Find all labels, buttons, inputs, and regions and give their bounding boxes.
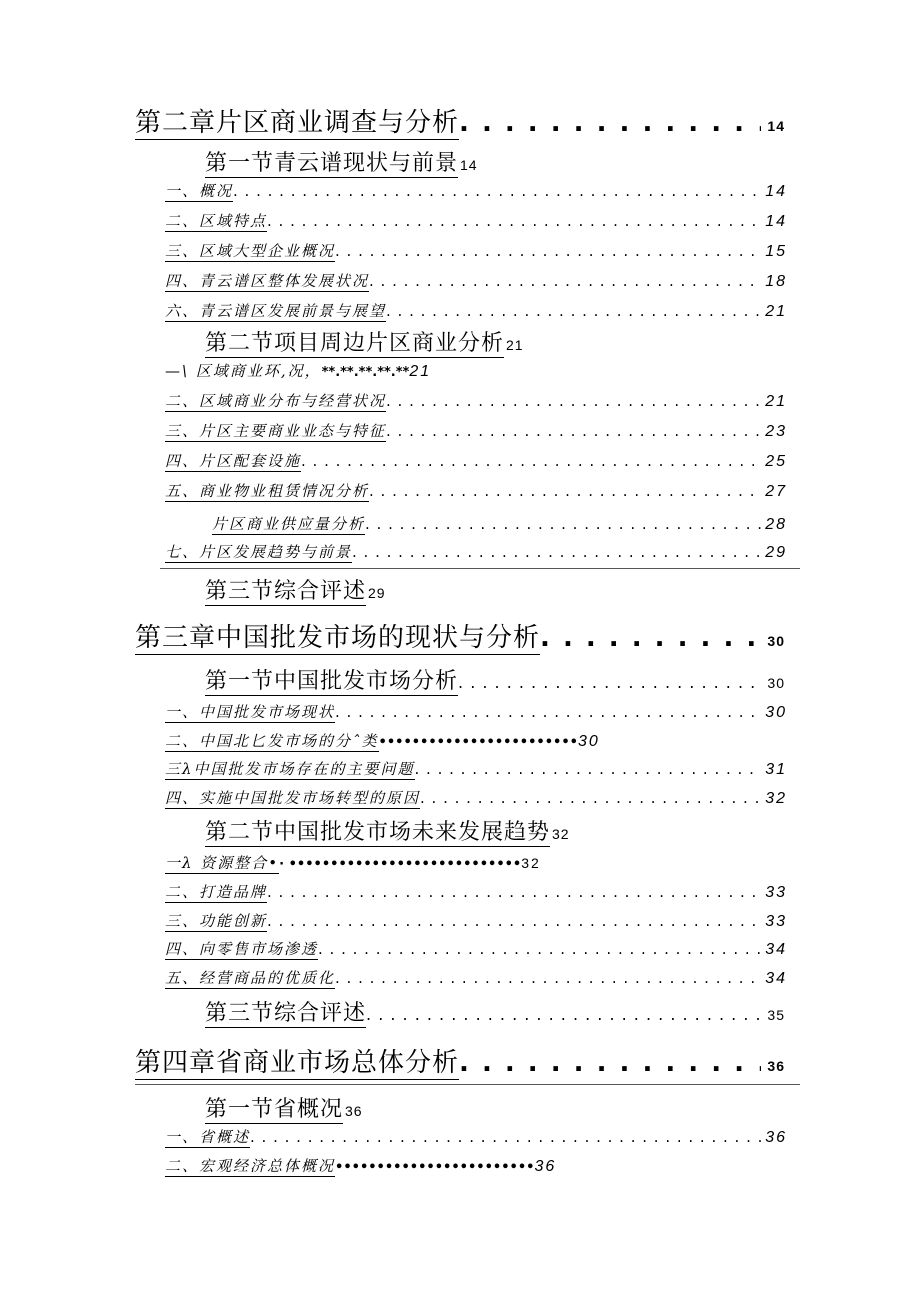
toc-item-label: 一λ 资源整合• [165,854,280,872]
toc-page-number: 32 [552,826,570,842]
toc-item-label: 三、功能创新 [165,912,268,930]
dot-leader [233,182,761,200]
toc-section-title: 第二节中国批发市场未来发展趋势 [205,815,550,847]
dot-leader [415,760,762,778]
toc-page-number: 30 [767,675,785,691]
toc-item[interactable] [165,390,787,412]
toc-item-label: 四、向零售市场渗透 [165,940,319,958]
toc-section-2-1[interactable] [205,146,478,178]
toc-item[interactable] [165,180,787,202]
toc-item[interactable] [165,881,787,903]
toc-page-number: 36 [345,1103,363,1119]
toc-section-3-2[interactable] [205,815,570,847]
toc-item[interactable] [165,1126,787,1148]
toc-page-number: 28 [765,516,787,533]
dot-leader [335,703,761,721]
dot-leader [540,623,761,653]
dot-leader [267,212,761,230]
toc-item-label: 四、青云谱区整体发展状况 [165,272,370,290]
toc-item[interactable] [165,1155,556,1177]
toc-page-number: 34 [765,941,787,958]
toc-page-number: 33 [765,913,787,930]
toc-item-label: 一、中国批发市场现状 [165,703,336,721]
toc-item[interactable] [165,938,787,960]
divider [160,568,800,569]
toc-page-number: 33 [765,884,787,901]
toc-section-title: 第三节综合评述 [205,574,366,606]
toc-item-label: 三、片区主要商业业态与特征 [165,422,387,440]
toc-item[interactable] [165,300,787,322]
toc-page-number: 14 [460,157,478,173]
toc-page-number: 21 [409,363,432,380]
toc-item-label: 六、青云谱区发展前景与展望 [165,302,387,320]
toc-page-number: 36 [534,1158,557,1175]
toc-page-number: 14 [765,213,787,230]
toc-item-label: 一、概况 [165,182,234,200]
toc-page-number: 34 [765,970,787,987]
toc-section-title: 第一节青云谱现状与前景 [205,146,458,178]
dot-leader [267,912,761,930]
toc-section-2-3[interactable] [205,574,386,606]
toc-page-number: 30 [577,733,600,750]
toc-page-number: 29 [368,585,386,601]
toc-item-label: —\ 区域商业环,况， [165,362,322,380]
toc-chapter-4[interactable] [135,1042,785,1080]
toc-item-label: 七、片区发展趋势与前景 [165,543,353,561]
toc-item-label: 五、商业物业租赁情况分析 [165,482,370,500]
dot-leader [335,969,761,987]
toc-page-number: 31 [765,761,787,778]
dot-leader [459,1048,761,1078]
toc-item[interactable] [165,541,787,563]
toc-item[interactable] [165,480,787,502]
toc-item[interactable] [165,910,787,932]
dot-leader [420,789,761,807]
toc-item[interactable] [165,730,600,752]
toc-section-title: 第一节省概况 [205,1092,343,1124]
toc-page-number: 25 [765,453,787,470]
toc-section-title: 第二节项目周边片区商业分析 [205,326,504,358]
dot-leader [458,673,761,692]
toc-item[interactable] [165,420,787,442]
toc-page-number: 18 [765,273,787,290]
toc-page-number: 36 [767,1058,785,1074]
toc-page-number: 14 [765,183,787,200]
dot-leader [366,1005,761,1024]
toc-page-number: 32 [521,855,541,871]
dot-leader [369,482,761,500]
divider [135,1084,800,1085]
toc-page-number: 35 [767,1007,785,1023]
toc-item[interactable] [165,450,787,472]
toc-item-label: 四、片区配套设施 [165,452,302,470]
toc-chapter-title: 第四章省商业市场总体分析 [135,1042,459,1080]
toc-item-label: 片区商业供应量分析 [212,515,366,533]
toc-page-number: 23 [765,423,787,440]
toc-item[interactable] [165,701,787,723]
toc-page-number: 21 [506,337,524,353]
toc-item-label: 五、经营商品的优质化 [165,969,336,987]
toc-section-2-2[interactable] [205,326,524,358]
dot-leader [386,302,761,320]
toc-page-number: 30 [767,633,785,649]
dot-leader [335,242,761,260]
toc-item[interactable] [165,967,787,989]
toc-item-label: 四、实施中国批发市场转型的原因 [165,789,421,807]
toc-page-number: 15 [765,243,787,260]
dot-leader: •••••••••••••••••••••••• [378,735,578,750]
dot-leader [369,272,761,290]
toc-chapter-2[interactable] [135,102,785,140]
dot-leader [386,392,761,410]
toc-item-label: 二、区域商业分布与经营状况 [165,392,387,410]
toc-page-number: 30 [765,704,787,721]
toc-chapter-title: 第三章中国批发市场的现状与分析 [135,617,540,655]
toc-page-number: 32 [765,790,787,807]
toc-page-number: 29 [765,544,787,561]
toc-section-title: 第三节综合评述 [205,996,366,1028]
toc-item-label: 二、中国北匕发市场的分ˆ类 [165,732,379,750]
toc-item[interactable] [165,758,787,780]
dot-leader [459,108,761,138]
toc-item[interactable] [165,240,787,262]
toc-item-label: 二、打造品牌 [165,883,268,901]
dot-leader [318,940,761,958]
toc-item[interactable] [165,210,787,232]
toc-section-3-1[interactable] [205,664,785,696]
toc-item[interactable] [165,852,541,874]
toc-item-label: 二、区域特点 [165,212,268,230]
dot-leader [386,422,761,440]
toc-item-label: 一、省概述 [165,1128,251,1146]
toc-item-label: 三λ中国批发市场存在的主要问题 [165,760,415,778]
toc-chapter-3[interactable] [135,617,785,655]
dot-leader [250,1128,761,1146]
dot-leader [267,883,761,901]
toc-section-3-3[interactable] [205,996,785,1028]
dot-leader: · •••••••••••••••••••••••••••• [279,857,522,872]
dot-leader [365,515,761,533]
toc-item[interactable] [165,787,787,809]
toc-item-label: 三、区域大型企业概况 [165,242,336,260]
toc-page-number: 21 [765,303,787,320]
toc-chapter-title: 第二章片区商业调查与分析 [135,102,459,140]
toc-page-number: 27 [765,483,787,500]
toc-item[interactable] [212,513,787,535]
dot-leader: **.**.**.**.** [321,365,410,380]
toc-page-number: 21 [765,393,787,410]
toc-item-label: 二、宏观经济总体概况 [165,1157,336,1175]
toc-item[interactable] [165,270,787,292]
toc-page-number: 36 [765,1129,787,1146]
toc-section-title: 第一节中国批发市场分析 [205,664,458,696]
dot-leader [352,543,761,561]
dot-leader [301,452,761,470]
toc-section-4-1[interactable] [205,1092,363,1124]
dot-leader: •••••••••••••••••••••••• [335,1160,535,1175]
toc-item[interactable] [165,360,431,381]
toc-page-number: 14 [767,118,785,134]
